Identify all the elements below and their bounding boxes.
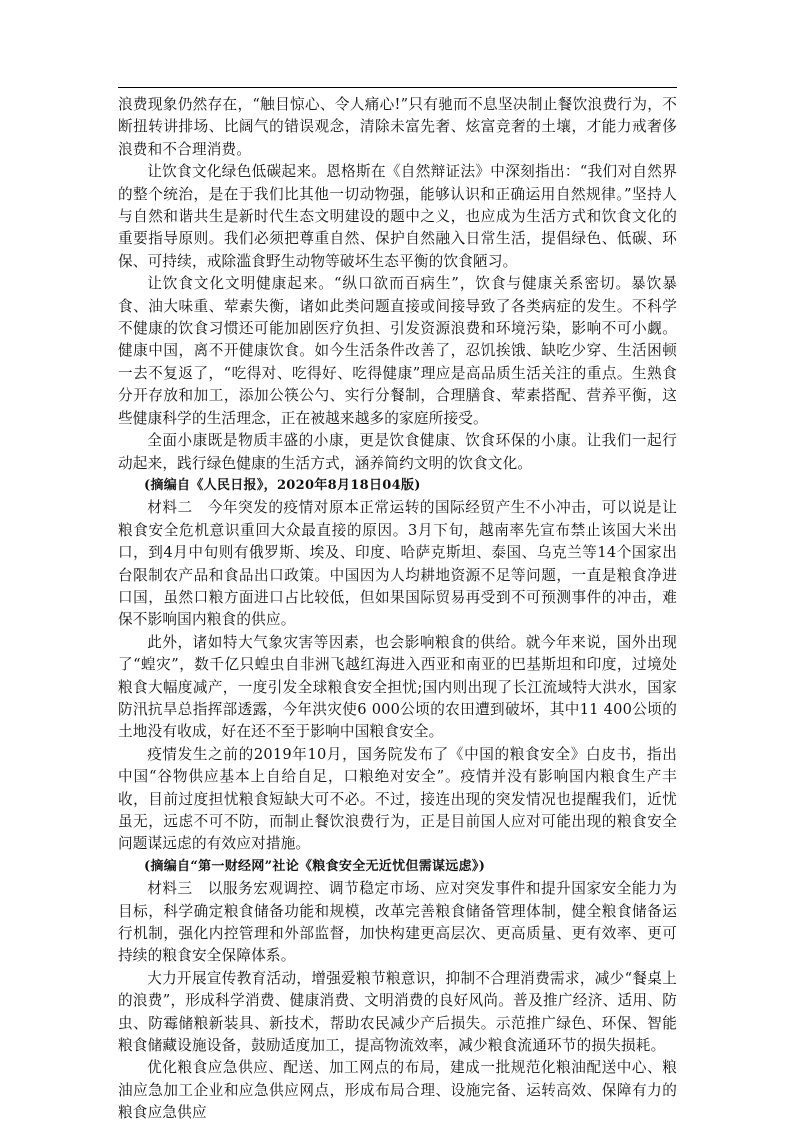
paragraph-healthy-diet: 让饮食文化文明健康起来。“纵口欲而百病生”，饮食与健康关系密切。暴饮暴食、油大味重、荤素失衡，诸如此类问题直接或间接导致了各类病症的发生。不科学不健康的饮食习惯还可能加剧医疗负担、引发资源浪费和环境污染，影响不可小觑。健康中国，离不开健康饮食。如今生活条件改善了，忍饥挨饿、缺吃少穿、生活困顿一去不复返了，“吃得对、吃得好、吃得健康”理应是高品质生活关注的重点。生熟食分开存放和加工，添加公筷公勺、实行分餐制，合理膳食、荤素搭配、营养平衡，这些健康科学的生活理念，正在被越来越多的家庭所接受。: [118, 275, 677, 427]
paragraph-material-three: 材料三 以服务宏观调控、调节稳定市场、应对突发事件和提升国家安全能力为目标，科学确定粮食储备功能和规模，改革完善粮食储备管理体制，健全粮食储备运行机制，强化内控管理和外部监督，加快构建更高层次、更高质量、更有效率、更可持续的粮食安全保障体系。: [118, 880, 677, 965]
document-body: [118, 94, 677, 1125]
paragraph-green-diet: 让饮食文化绿色低碳起来。恩格斯在《自然辩证法》中深刻指出：“我们对自然界的整个统治，是在于我们比其他一切动物强，能够认识和正确运用自然规律。”坚持人与自然和谐共生是新时代生态文明建设的题中之义，也应成为生活方式和饮食文化的重要指导原则。我们必须把尊重自然、保护自然融入日常生活，提倡绿色、低碳、环保、可持续，戒除滥食野生动物等破坏生态平衡的饮食陋习。: [118, 163, 677, 270]
paragraph-white-paper: 疫情发生之前的2019年10月，国务院发布了《中国的粮食安全》白皮书，指出中国“谷物供应基本上自给自足，口粮绝对安全”。疫情并没有影响国内粮食生产丰收，目前过度担忧粮食短缺大可不必。不过，接连出现的突发情况也提醒我们，近忧虽无，远虑不可不防，而制止餐饮浪费行为，正是目前国人应对可能出现的粮食安全问题谋远虑的有效应对措施。: [118, 745, 677, 853]
paragraph-xiaokang: 全面小康既是物质丰盛的小康，更是饮食健康、饮食环保的小康。让我们一起行动起来，践行绿色健康的生活方式，涵养简约文明的饮食文化。: [118, 432, 677, 472]
source-citation-1: (摘编自《人民日报》，2020年8月18日04版): [144, 477, 421, 493]
paragraph-education: 大力开展宣传教育活动，增强爱粮节粮意识，抑制不合理消费需求，减少“餐桌上的浪费”，形成科学消费、健康消费、文明消费的良好风尚。普及推广经济、适用、防虫、防霉储粮新装具、新技术，帮助农民减少产后损失。示范推广绿色、环保、智能粮食储藏设施设备，鼓励适度加工，提高物流效率，减少粮食流通环节的损失损耗。: [118, 969, 677, 1055]
page-header-rule: [118, 87, 677, 88]
source-citation-2: (摘编自“第一财经网”社论《粮食安全无近忧但需谋远虑》): [144, 858, 486, 874]
paragraph-disasters: 此外，诸如特大气象灾害等因素，也会影响粮食的供给。就今年来说，国外出现了“蝗灾”，数千亿只蝗虫自非洲飞越红海进入西亚和南亚的巴基斯坦和印度，过境处粮食大幅度减产，一度引发全球粮食安全担忧;国内则出现了长江流域特大洪水，国家防汛抗旱总指挥部透露，今年洪灾使6 000公顷的农田遭到破坏，其中11 400公顷的土地没有收成，好在还不至于影响中国粮食安全。: [118, 633, 677, 741]
paragraph-continued: 浪费现象仍然存在，“触目惊心、令人痛心!”只有驰而不息坚决制止餐饮浪费行为，不断扭转讲排场、比阔气的错误观念，清除未富先奢、炫富竞奢的土壤，才能力戒奢侈浪费和不合理消费。: [118, 96, 677, 158]
paragraph-material-two: 材料二 今年突发的疫情对原本正常运转的国际经贸产生不小冲击，可以说是让粮食安全危机意识重回大众最直接的原因。3月下旬，越南率先宣布禁止该国大米出口，到4月中旬则有俄罗斯、埃及、印度、哈萨克斯坦、泰国、乌克兰等14个国家出台限制农产品和食品出口政策。中国因为人均耕地资源不足等问题，一直是粮食净进口国，虽然口粮方面进口占比较低，但如果国际贸易再受到不可预测事件的冲击，难保不影响国内粮食的供应。: [118, 499, 677, 629]
paragraph-emergency-supply: 优化粮食应急供应、配送、加工网点的布局，建成一批规范化粮油配送中心、粮油应急加工企业和应急供应网点，形成布局合理、设施完备、运转高效、保障有力的粮食应急供应: [118, 1059, 677, 1122]
